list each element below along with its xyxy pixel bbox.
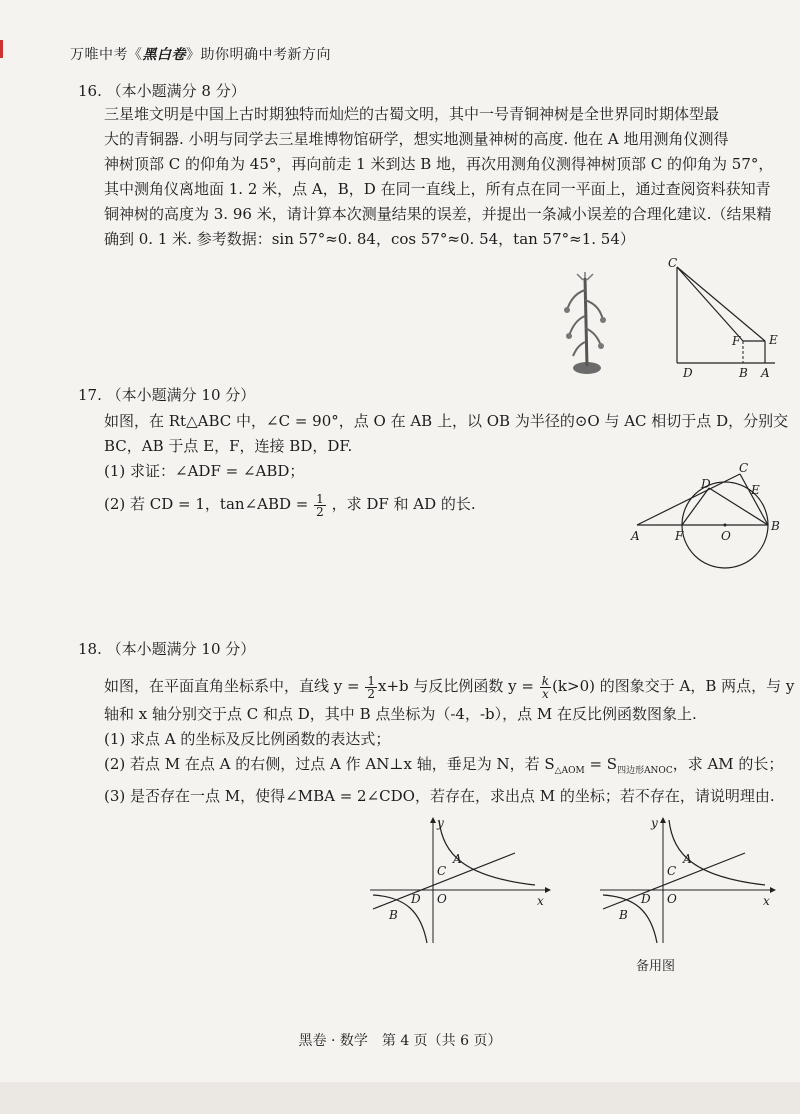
fraction-den: 2 <box>367 686 376 701</box>
label-b: B <box>739 366 748 380</box>
label-e: E <box>751 483 760 497</box>
q16-score: （本小题满分 8 分） <box>106 82 246 100</box>
q18-score: （本小题满分 10 分） <box>106 640 256 658</box>
q17-part2-pre: (2) 若 CD = 1，tan∠ABD = <box>104 495 309 513</box>
label-b: B <box>619 908 628 922</box>
axis-label-y: y <box>651 816 658 830</box>
label-d: D <box>641 892 651 906</box>
q18-figure-spare <box>595 815 785 950</box>
q18-part2 <box>104 752 794 784</box>
bronze-tree-illustration <box>555 270 615 380</box>
label-d: D <box>683 366 693 380</box>
label-c: C <box>668 256 678 270</box>
label-e: E <box>769 333 778 347</box>
label-o: O <box>437 892 447 906</box>
q17-part1: (1) 求证：∠ADF = ∠ABD； <box>104 462 305 480</box>
label-f: F <box>732 334 741 348</box>
q17-line: 如图，在 Rt△ABC 中，∠C = 90°，点 O 在 AB 上，以 OB 为半径的⊙O 与 AC 相切于点 D，分别交 <box>104 412 789 430</box>
q17-line: BC，AB 于点 E，F，连接 BD，DF. <box>104 437 353 455</box>
header-prefix: 万唯中考《 <box>70 47 143 63</box>
q16-body <box>104 102 784 252</box>
header-suffix: 》助你明确中考新方向 <box>186 47 331 63</box>
q18-line1-b: x+b 与反比例函数 y = <box>378 677 534 695</box>
axis-label-y: y <box>437 816 444 830</box>
q16-number: 16. <box>78 82 102 100</box>
q17-figure <box>625 460 790 580</box>
q16-line: 铜神树的高度为 3. 96 米，请计算本次测量结果的误差，并提出一条减小误差的合理化建议.（结果精 <box>104 205 772 223</box>
fraction-num: 1 <box>316 491 324 506</box>
q18-number: 18. <box>78 640 102 658</box>
q18-body <box>104 670 794 809</box>
q18-part2-b: = S <box>584 755 618 773</box>
fraction-num: k <box>541 673 550 688</box>
fraction <box>365 675 377 700</box>
label-d: D <box>701 477 711 491</box>
header-brand: 黑白卷 <box>142 47 186 63</box>
axis-label-x: x <box>763 894 770 908</box>
q18-line1 <box>104 670 794 702</box>
q18-line1-a: 如图，在平面直角坐标系中，直线 y = <box>104 677 360 695</box>
q17-number: 17. <box>78 386 102 404</box>
label-o: O <box>721 529 731 543</box>
q16-line: 神树顶部 C 的仰角为 45°，再向前走 1 米到达 B 地，再次用测角仪测得神树顶部 C 的仰角为 57°， <box>104 155 774 173</box>
q16-line: 其中测角仪离地面 1. 2 米，点 A，B，D 在同一直线上，所有点在同一平面上，通过查阅资料获知青 <box>104 180 771 198</box>
q18-line2: 轴和 x 轴分别交于点 C 和点 D，其中 B 点坐标为（-4，-b），点 M 在反比例函数图象上. <box>104 705 697 723</box>
scan-edge <box>0 1082 800 1114</box>
q18-part3: (3) 是否存在一点 M，使得∠MBA = 2∠CDO，若存在，求出点 M 的坐标；若不存在，请说明理由. <box>104 787 775 805</box>
q16-line: 确到 0. 1 米. 参考数据：sin 57°≈0. 84，cos 57°≈0. 54，tan 57°≈1. 54） <box>104 230 635 248</box>
fraction-den: 2 <box>316 504 324 519</box>
q17-part2-post: ，求 DF 和 AD 的长. <box>331 495 476 513</box>
spare-figure-caption: 备用图 <box>636 959 676 974</box>
q17-score: （本小题满分 10 分） <box>106 386 256 404</box>
fraction <box>314 493 326 518</box>
q18-heading <box>78 638 255 659</box>
label-b: B <box>771 519 780 533</box>
q18-part2-c: ，求 AM 的长； <box>672 755 784 773</box>
label-d: D <box>411 892 421 906</box>
q18-part2-a: (2) 若点 M 在点 A 的右侧，过点 A 作 AN⊥x 轴，垂足为 N，若 S <box>104 755 555 773</box>
q18-part2-sub2: 四边形ANOC <box>617 766 673 776</box>
label-c: C <box>739 461 749 475</box>
q16-line: 大的青铜器. 小明与同学去三星堆博物馆研学，想实地测量神树的高度. 他在 A 地用测角仪测得 <box>104 130 729 148</box>
fraction <box>540 675 551 700</box>
page-footer: 黑卷 · 数学 第 4 页（共 6 页） <box>298 1033 502 1049</box>
fraction-num: 1 <box>367 673 376 688</box>
q18-figure-main <box>365 815 555 950</box>
page-header <box>70 44 331 64</box>
edge-mark <box>0 40 3 58</box>
fraction-den: x <box>542 686 549 701</box>
label-f: F <box>675 529 684 543</box>
axis-label-x: x <box>537 894 544 908</box>
label-o: O <box>667 892 677 906</box>
label-a: A <box>683 852 692 866</box>
label-a: A <box>453 852 462 866</box>
label-a: A <box>761 366 770 380</box>
q16-line: 三星堆文明是中国上古时期独特而灿烂的古蜀文明，其中一号青铜神树是全世界同时期体型最 <box>104 105 720 123</box>
label-c: C <box>437 864 447 878</box>
q18-part1: (1) 求点 A 的坐标及反比例函数的表达式； <box>104 730 391 748</box>
q16-figure <box>665 255 785 380</box>
label-b: B <box>389 908 398 922</box>
q16-heading <box>78 80 246 101</box>
label-a: A <box>631 529 640 543</box>
q18-line1-c: (k>0) 的图象交于 A，B 两点，与 y <box>552 677 795 695</box>
q17-heading <box>78 384 255 405</box>
label-c: C <box>667 864 677 878</box>
q18-part2-sub1: △AOM <box>554 766 585 776</box>
